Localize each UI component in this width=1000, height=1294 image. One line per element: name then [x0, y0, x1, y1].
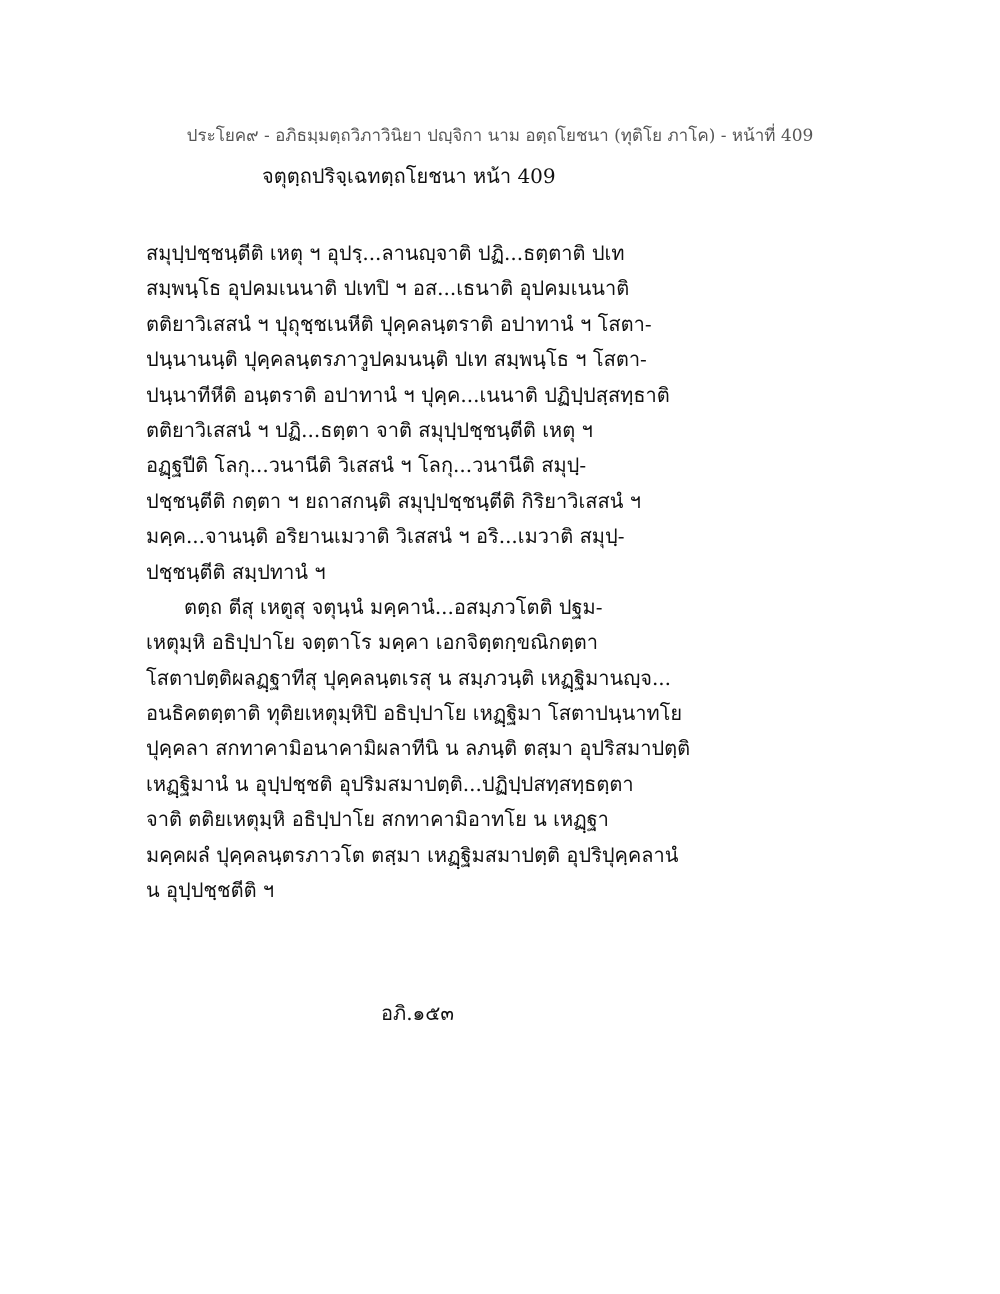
- text-line: ปชฺชนฺตีติ กตฺตา ฯ ยถาสกนฺติ สมุปฺปชฺชนฺตีติ กิริยาวิเสสนํ ฯ: [146, 488, 641, 513]
- text-line: ปนฺนานนฺติ ปุคฺคลนฺตรภาวูปคมนนฺติ ปเท สมฺพนฺโธ ฯ โสตา-: [146, 347, 647, 372]
- text-line: มคฺค...จานนฺติ อริยานเมวาติ วิเสสนํ ฯ อริ...เมวาติ สมุปฺ-: [146, 524, 625, 549]
- text-line: ตติยาวิเสสนํ ฯ ปุถุชฺชเนหีติ ปุคฺคลนฺตราติ อปาทานํ ฯ โสตา-: [146, 311, 652, 336]
- text-line: โสตาปตฺติผลฏฺฐาทีสุ ปุคฺคลนฺตเรสุ น สมฺภวนฺติ เหฏฺฐิมานญฺจ...: [146, 665, 672, 690]
- text-line: ปนฺนาทีหีติ อนฺตราติ อปาทานํ ฯ ปุคฺค...เนนาติ ปฏิปฺปสฺสทฺธาติ: [146, 382, 670, 407]
- page-marker: อภิ.๑๕๓: [381, 1001, 455, 1025]
- running-header: ประโยค๙ - อภิธมฺมตฺถวิภาวินิยา ปญฺจิกา นาม อตฺถโยชนา (ทุติโย ภาโค) - หน้าที่ 409: [186, 126, 814, 146]
- text-line: ปุคฺคลา สกทาคามิอนาคามิผลาทีนิ น ลภนฺติ ตสฺมา อุปริสมาปตฺติ: [146, 736, 691, 761]
- text-line: ปชฺชนฺตีติ สมฺปทานํ ฯ: [146, 559, 326, 584]
- body-text: [146, 236, 846, 908]
- text-line: น อุปฺปชฺชตีติ ฯ: [146, 878, 275, 903]
- text-line: จาติ ตติยเหตุมฺหิ อธิปฺปาโย สกทาคามิอาทโย น เหฏฺฐา: [146, 807, 609, 832]
- text-line: อนธิคตตฺตาติ ทุติยเหตุมฺหิปิ อธิปฺปาโย เหฏฺฐิมา โสตาปนฺนาทโย: [146, 701, 683, 726]
- text-line: มคฺคผลํ ปุคฺคลนฺตรภาวโต ตสฺมา เหฏฺฐิมสมาปตฺติ อุปริปุคฺคลานํ: [146, 842, 679, 867]
- paragraph-first-line: ตตฺถ ตีสุ เหตูสุ จตุนฺนํ มคฺคานํ...อสมฺภวโตติ ปฐม-: [184, 594, 603, 619]
- text-line: ตติยาวิเสสนํ ฯ ปฏิ...ธตฺตา จาติ สมุปฺปชฺชนฺตีติ เหตุ ฯ: [146, 417, 593, 442]
- text-line: เหฏฺฐิมานํ น อุปฺปชฺชติ อุปริมสมาปตฺติ...ปฏิปฺปสทฺสทฺธตฺตา: [146, 771, 634, 796]
- section-title: จตุตฺถปริจฺเฉทตฺถโยชนา หน้า 409: [262, 164, 556, 188]
- text-line: สมุปฺปชฺชนฺตีติ เหตุ ฯ อุปรฺ...ลานญฺจาติ ปฏิ...ธตฺตาติ ปเท: [146, 241, 625, 265]
- text-line: สมฺพนฺโธ อุปคมเนนาติ ปเทปิ ฯ อส...เธนาติ อุปคมเนนาติ: [146, 276, 630, 301]
- text-line: อฏฺฐปีติ โลกุ...วนานีติ วิเสสนํ ฯ โลกุ...วนานีติ สมุปฺ-: [146, 453, 587, 478]
- text-line: เหตุมฺหิ อธิปฺปาโย จตฺตาโร มคฺคา เอกจิตฺตกฺขณิกตฺตา: [146, 630, 598, 655]
